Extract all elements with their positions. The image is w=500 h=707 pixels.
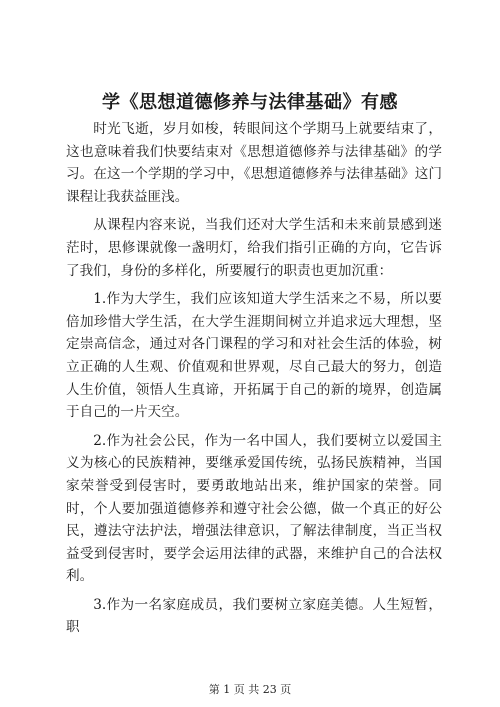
paragraph-point-2: 2.作为社会公民，作为一名中国人，我们要树立以爱国主义为核心的民族精神，要继承爱国传统，弘扬民族精神，当国家荣誉受到侵害时，要勇敢地站出来，维护国家的荣誉。同时，个人要加强道德修养和遵守社会公德，做一个真正的好公民，遵法守法护法，增强法律意识，了解法律制度，当正当权益受到侵害时，要学会运用法律的武器，来维护自己的合法权利。: [66, 432, 442, 585]
document-title: 学《思想道德修养与法律基础》有感: [102, 92, 398, 113]
page-footer: 第 1 页 共 23 页: [208, 683, 292, 696]
document-body: [66, 118, 442, 645]
paragraph-point-3: 3.作为一名家庭成员，我们要树立家庭美德。人生短暂，职: [66, 596, 442, 636]
paragraph-point-1: 1.作为大学生，我们应该知道大学生活来之不易，所以要倍加珍惜大学生活，在大学生涯期间树立并追求远大理想，坚定崇高信念，通过对各门课程的学习和对社会生活的体验，树立正确的人生观、价值观和世界观，尽自己最大的努力，创造人生价值，领悟人生真谛，开拓属于自己的新的境界，创造属于自己的一片天空。: [66, 291, 442, 421]
paragraph-course-content: 从课程内容来说，当我们还对大学生活和未来前景感到迷茫时，思修课就像一盏明灯，给我们指引正确的方向，它告诉了我们，身份的多样化，所要履行的职责也更加沉重：: [66, 217, 442, 279]
paragraph-intro: 时光飞逝，岁月如梭，转眼间这个学期马上就要结束了，这也意味着我们快要结束对《思想道德修养与法律基础》的学习。在这一个学期的学习中，《思想道德修养与法律基础》这门课程让我获益匪浅。: [66, 121, 442, 205]
